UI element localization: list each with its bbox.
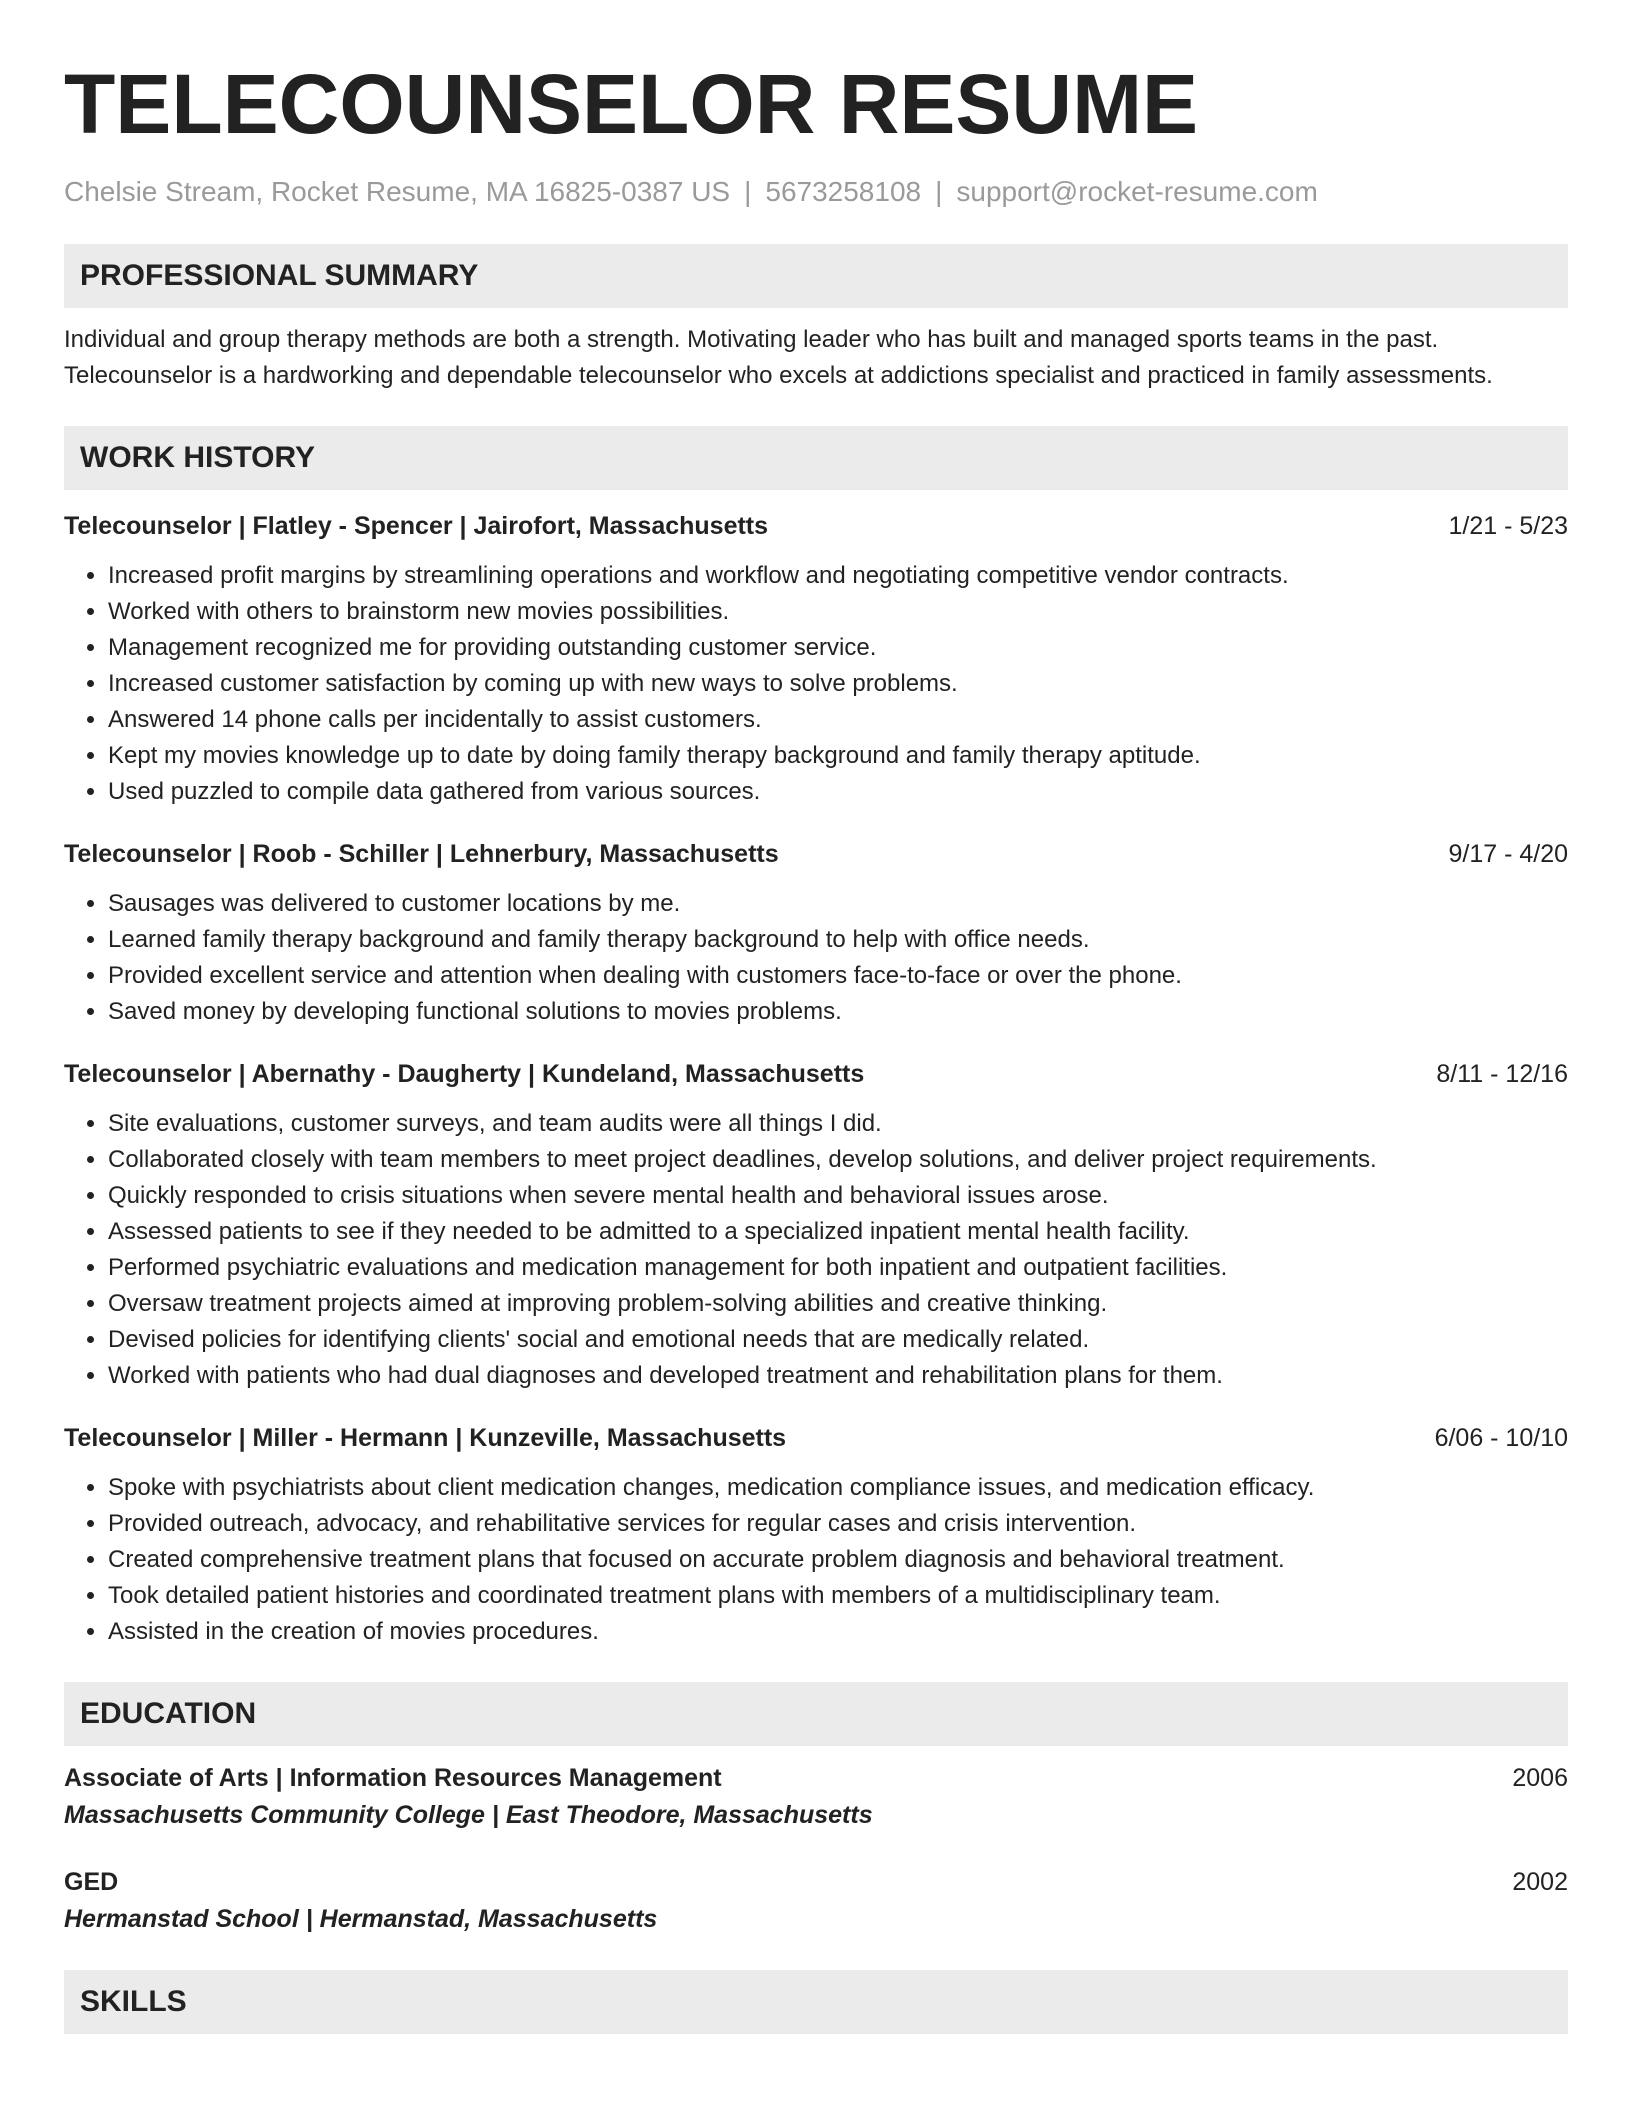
job-title: Telecounselor | Miller - Hermann | Kunzeville, Massachusetts xyxy=(64,1424,787,1452)
job-bullet: • Provided excellent service and attention when dealing with customers face-to-face or over the phone. xyxy=(108,958,1568,994)
job-title: Telecounselor | Flatley - Spencer | Jairofort, Massachusetts xyxy=(64,512,769,540)
job-bullets xyxy=(64,886,1568,1030)
education-header xyxy=(64,1760,1568,1796)
job-bullet: • Answered 14 phone calls per incidentally to assist customers. xyxy=(108,702,1568,738)
job-title: Telecounselor | Roob - Schiller | Lehnerbury, Massachusetts xyxy=(64,840,779,868)
job-bullet: • Site evaluations, customer surveys, and team audits were all things I did. xyxy=(108,1106,1568,1142)
contact-line xyxy=(64,172,1568,212)
work-history-heading: WORK HISTORY xyxy=(64,426,1568,490)
job-bullet: • Quickly responded to crisis situations when severe mental health and behavioral issues arose. xyxy=(108,1178,1568,1214)
job-entry xyxy=(64,836,1568,1030)
job-bullet: • Management recognized me for providing outstanding customer service. xyxy=(108,630,1568,666)
job-bullets xyxy=(64,558,1568,810)
job-bullet: • Spoke with psychiatrists about client medication changes, medication compliance issues, and medication efficacy. xyxy=(108,1470,1568,1506)
job-bullets xyxy=(64,1106,1568,1394)
education-degree: GED xyxy=(64,1868,119,1896)
job-header xyxy=(64,1420,1568,1456)
job-entry xyxy=(64,1420,1568,1650)
education-list xyxy=(64,1760,1568,1938)
work-history-list xyxy=(64,508,1568,1650)
job-bullet: • Created comprehensive treatment plans that focused on accurate problem diagnosis and behavioral treatment. xyxy=(108,1542,1568,1578)
education-degree: Associate of Arts | Information Resources Management xyxy=(64,1764,722,1792)
job-bullet: • Performed psychiatric evaluations and medication management for both inpatient and outpatient facilities. xyxy=(108,1250,1568,1286)
job-bullet: • Worked with others to brainstorm new movies possibilities. xyxy=(108,594,1568,630)
education-entry xyxy=(64,1864,1568,1938)
job-bullet: • Collaborated closely with team members to meet project deadlines, develop solutions, and deliver project requirements. xyxy=(108,1142,1568,1178)
education-year: 2002 xyxy=(1512,1868,1568,1896)
contact-email: support@rocket-resume.com xyxy=(956,176,1318,207)
resume-title: TELECOUNSELOR RESUME xyxy=(64,57,1199,151)
job-bullet: • Assisted in the creation of movies procedures. xyxy=(108,1614,1568,1650)
contact-separator: | xyxy=(744,176,752,207)
job-bullet: • Sausages was delivered to customer locations by me. xyxy=(108,886,1568,922)
education-school: Massachusetts Community College | East Theodore, Massachusetts xyxy=(64,1801,873,1829)
job-bullet: • Increased customer satisfaction by coming up with new ways to solve problems. xyxy=(108,666,1568,702)
job-title: Telecounselor | Abernathy - Daugherty | Kundeland, Massachusetts xyxy=(64,1060,865,1088)
job-entry xyxy=(64,1056,1568,1394)
job-bullets xyxy=(64,1470,1568,1650)
job-dates: 1/21 - 5/23 xyxy=(1448,512,1568,540)
job-dates: 9/17 - 4/20 xyxy=(1448,840,1568,868)
job-bullet: • Devised policies for identifying clients' social and emotional needs that are medically related. xyxy=(108,1322,1568,1358)
job-bullet: • Oversaw treatment projects aimed at improving problem-solving abilities and creative thinking. xyxy=(108,1286,1568,1322)
education-school: Hermanstad School | Hermanstad, Massachusetts xyxy=(64,1905,658,1933)
job-bullet: • Increased profit margins by streamlining operations and workflow and negotiating competitive vendor contracts. xyxy=(108,558,1568,594)
job-entry xyxy=(64,508,1568,810)
skills-heading: SKILLS xyxy=(64,1970,1568,2034)
contact-phone: 5673258108 xyxy=(765,176,922,207)
job-bullet: • Assessed patients to see if they needed to be admitted to a specialized inpatient mental health facility. xyxy=(108,1214,1568,1250)
job-bullet: • Learned family therapy background and family therapy background to help with office needs. xyxy=(108,922,1568,958)
summary-heading: PROFESSIONAL SUMMARY xyxy=(64,244,1568,308)
job-header xyxy=(64,836,1568,872)
job-bullet: • Provided outreach, advocacy, and rehabilitative services for regular cases and crisis intervention. xyxy=(108,1506,1568,1542)
job-bullet: • Used puzzled to compile data gathered from various sources. xyxy=(108,774,1568,810)
education-header xyxy=(64,1864,1568,1900)
education-heading: EDUCATION xyxy=(64,1682,1568,1746)
job-bullet: • Saved money by developing functional solutions to movies problems. xyxy=(108,994,1568,1030)
education-entry xyxy=(64,1760,1568,1834)
job-dates: 8/11 - 12/16 xyxy=(1436,1060,1568,1088)
job-bullet: • Took detailed patient histories and coordinated treatment plans with members of a multidisciplinary team. xyxy=(108,1578,1568,1614)
job-bullet: • Worked with patients who had dual diagnoses and developed treatment and rehabilitation plans for them. xyxy=(108,1358,1568,1394)
contact-address: Chelsie Stream, Rocket Resume, MA 16825-0387 US xyxy=(64,176,731,207)
contact-separator: | xyxy=(935,176,943,207)
job-dates: 6/06 - 10/10 xyxy=(1434,1424,1568,1452)
education-year: 2006 xyxy=(1512,1764,1568,1792)
job-header xyxy=(64,1056,1568,1092)
job-bullet: • Kept my movies knowledge up to date by doing family therapy background and family therapy aptitude. xyxy=(108,738,1568,774)
summary-text: Individual and group therapy methods are both a strength. Motivating leader who has built and managed sports teams in the past. Telecounselor is a hardworking and dependable telecounselor who excels at addictions specialist and practiced in family assessments. xyxy=(64,326,1493,389)
job-header xyxy=(64,508,1568,544)
